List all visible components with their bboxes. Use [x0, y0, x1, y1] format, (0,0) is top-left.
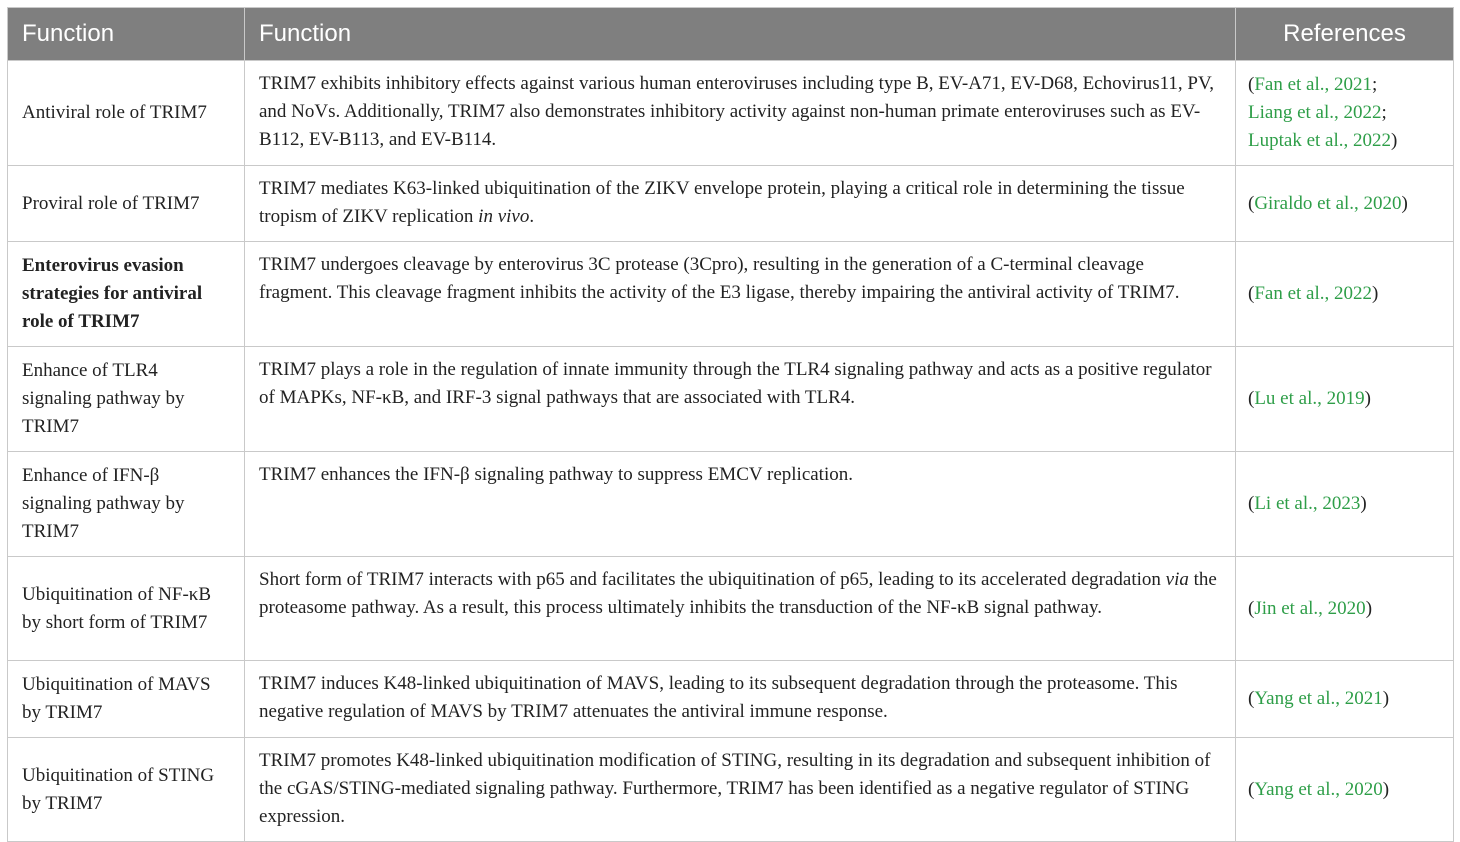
table-row	[8, 347, 1454, 452]
citation-link[interactable]: Fan et al., 2021	[1254, 74, 1373, 95]
function-cell: Antiviral role of TRIM7	[8, 61, 245, 166]
table-row	[8, 166, 1454, 242]
function-cell: Proviral role of TRIM7	[8, 166, 245, 242]
citation-link[interactable]: Lu et al., 2019	[1254, 388, 1365, 409]
description-cell: Short form of TRIM7 interacts with p65 and facilitates the ubiquitination of p65, leading to its accelerated degradation via the proteasome pathway. As a result, this process ultimately inhibits the transduction of the NF-κB signal pathway.	[245, 557, 1236, 661]
trim7-function-table	[7, 7, 1454, 842]
table-container	[7, 7, 1453, 842]
function-cell: Enterovirus evasion strategies for antiviral role of TRIM7	[8, 242, 245, 347]
description-cell: TRIM7 undergoes cleavage by enterovirus 3C protease (3Cpro), resulting in the generation of a C-terminal cleavage fragment. This cleavage fragment inhibits the activity of the E3 ligase, thereby impairing the antiviral activity of TRIM7.	[245, 242, 1236, 347]
table-row	[8, 661, 1454, 738]
table-row	[8, 738, 1454, 842]
function-cell: Ubiquitination of MAVS by TRIM7	[8, 661, 245, 738]
description-cell: TRIM7 exhibits inhibitory effects against various human enteroviruses including type B, EV-A71, EV-D68, Echovirus11, PV, and NoVs. Additionally, TRIM7 also demonstrates inhibitory activity against non-human primate enteroviruses such as EV-B112, EV-B113, and EV-B114.	[245, 61, 1236, 166]
table-row	[8, 242, 1454, 347]
references-cell: (Yang et al., 2021)	[1236, 661, 1454, 738]
table-row	[8, 61, 1454, 166]
function-cell: Ubiquitination of STING by TRIM7	[8, 738, 245, 842]
references-cell: (Fan et al., 2022)	[1236, 242, 1454, 347]
header-function-2: Function	[245, 8, 1236, 61]
citation-link[interactable]: Giraldo et al., 2020	[1254, 192, 1402, 214]
references-cell: (Jin et al., 2020)	[1236, 557, 1454, 661]
function-cell: Ubiquitination of NF-κB by short form of TRIM7	[8, 557, 245, 661]
description-cell: TRIM7 promotes K48-linked ubiquitination modification of STING, resulting in its degradation and subsequent inhibition of the cGAS/STING-mediated signaling pathway. Furthermore, TRIM7 has been identified as a negative regulator of STING expression.	[245, 738, 1236, 842]
citation-link[interactable]: Jin et al., 2020	[1254, 597, 1366, 619]
header-references: References	[1236, 8, 1454, 61]
references-cell: (Fan et al., 2021; Liang et al., 2022; Luptak et al., 2022)	[1236, 61, 1454, 166]
citation-link[interactable]: Luptak et al., 2022	[1248, 130, 1391, 151]
citation-link[interactable]: Yang et al., 2021	[1254, 688, 1383, 709]
references-cell: (Giraldo et al., 2020)	[1236, 166, 1454, 242]
table-header-row	[8, 8, 1454, 61]
citation-link[interactable]: Li et al., 2023	[1254, 493, 1361, 514]
references-cell: (Lu et al., 2019)	[1236, 347, 1454, 452]
references-cell: (Yang et al., 2020)	[1236, 738, 1454, 842]
description-cell: TRIM7 enhances the IFN-β signaling pathway to suppress EMCV replication.	[245, 452, 1236, 557]
references-cell: (Li et al., 2023)	[1236, 452, 1454, 557]
function-cell: Enhance of IFN-β signaling pathway by TRIM7	[8, 452, 245, 557]
description-cell: TRIM7 induces K48-linked ubiquitination of MAVS, leading to its subsequent degradation through the proteasome. This negative regulation of MAVS by TRIM7 attenuates the antiviral immune response.	[245, 661, 1236, 738]
description-cell: TRIM7 mediates K63-linked ubiquitination of the ZIKV envelope protein, playing a critical role in determining the tissue tropism of ZIKV replication in vivo.	[245, 166, 1236, 242]
header-function-1: Function	[8, 8, 245, 61]
citation-link[interactable]: Yang et al., 2020	[1254, 778, 1383, 800]
citation-link[interactable]: Liang et al., 2022	[1248, 102, 1382, 123]
table-row	[8, 557, 1454, 661]
description-cell: TRIM7 plays a role in the regulation of innate immunity through the TLR4 signaling pathway and acts as a positive regulator of MAPKs, NF-κB, and IRF-3 signal pathways that are associated with TLR4.	[245, 347, 1236, 452]
function-cell: Enhance of TLR4 signaling pathway by TRIM7	[8, 347, 245, 452]
table-row	[8, 452, 1454, 557]
citation-link[interactable]: Fan et al., 2022	[1254, 283, 1373, 304]
